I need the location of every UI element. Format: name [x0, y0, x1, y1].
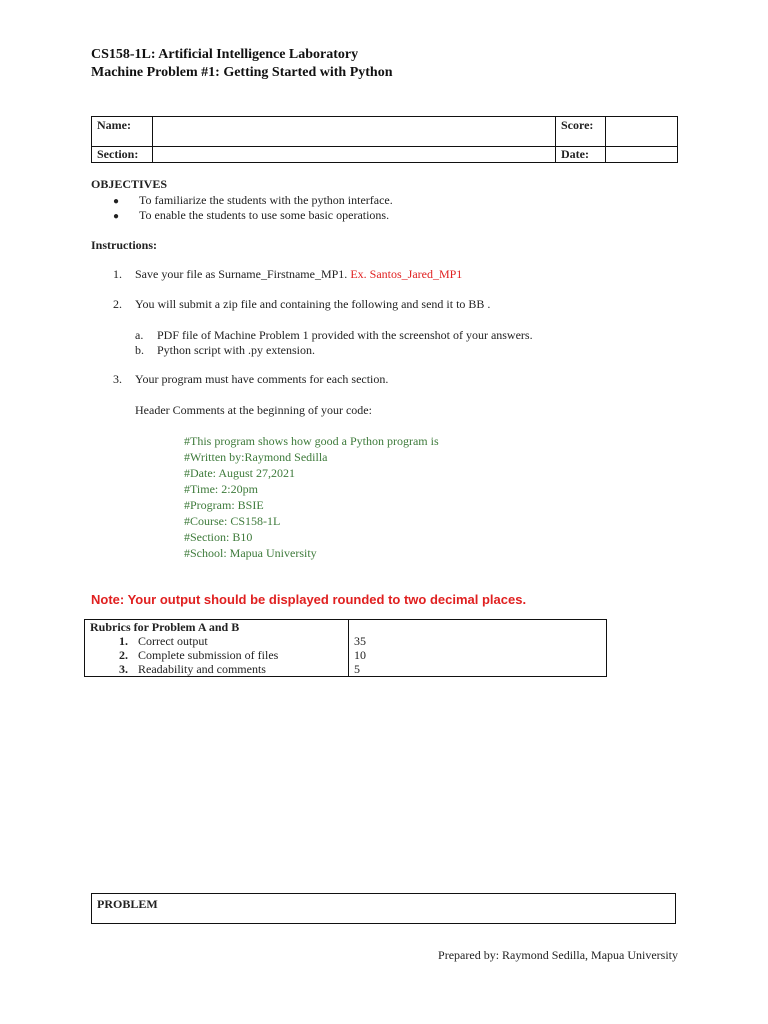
date-field[interactable]: [606, 147, 678, 163]
rubric-number: 1.: [119, 634, 128, 648]
problem-label: PROBLEM: [97, 897, 158, 911]
rubric-points: 35: [349, 634, 607, 648]
score-label: Score:: [556, 117, 606, 147]
filename-example: Ex. Santos_Jared_MP1: [350, 267, 463, 281]
step-number: 2.: [113, 297, 122, 311]
rubrics-table: [84, 619, 607, 677]
comment-line: #Course: CS158-1L: [184, 514, 281, 528]
header-comments-label: Header Comments at the beginning of your code:: [135, 403, 372, 417]
step-2: You will submit a zip file and containing the following and send it to BB .: [135, 297, 491, 311]
problem-title: Machine Problem #1: Getting Started with Python: [91, 65, 393, 80]
rubric-points: 10: [349, 648, 607, 662]
comment-line: #Date: August 27,2021: [184, 466, 295, 480]
comment-line: #Section: B10: [184, 530, 253, 544]
comment-line: #Program: BSIE: [184, 498, 264, 512]
rubric-number: 2.: [119, 648, 128, 662]
table-row: [85, 648, 607, 662]
rubric-number: 3.: [119, 662, 128, 676]
comment-line: #Time: 2:20pm: [184, 482, 258, 496]
instructions-heading: Instructions:: [91, 238, 158, 252]
section-field[interactable]: [153, 147, 556, 163]
sub-label: b.: [135, 343, 144, 357]
problem-box: [91, 893, 676, 924]
bullet-icon: ●: [113, 211, 120, 222]
objective-item: [113, 208, 389, 224]
sub-label: a.: [135, 328, 144, 342]
step-3: Your program must have comments for each section.: [135, 372, 389, 386]
step-1: [135, 267, 462, 282]
objectives-heading: OBJECTIVES: [91, 177, 168, 191]
sub-item-a: PDF file of Machine Problem 1 provided with the screenshot of your answers.: [157, 328, 533, 342]
rubrics-heading: Rubrics for Problem A and B: [85, 620, 349, 635]
name-label: Name:: [92, 117, 153, 147]
table-row: [85, 662, 607, 677]
comment-line: #This program shows how good a Python program is: [184, 434, 439, 448]
step-number: 3.: [113, 372, 122, 386]
table-row: [85, 634, 607, 648]
rubric-label: Complete submission of files: [138, 648, 279, 662]
comment-line: #Written by:Raymond Sedilla: [184, 450, 328, 464]
step-number: 1.: [113, 267, 122, 281]
rounding-note: Note: Your output should be displayed rounded to two decimal places.: [91, 592, 527, 607]
course-title: CS158-1L: Artificial Intelligence Laboratory: [91, 47, 359, 62]
step-text: Save your file as Surname_Firstname_MP1.: [135, 267, 348, 281]
comment-line: #School: Mapua University: [184, 546, 317, 560]
name-field[interactable]: [153, 117, 556, 147]
student-info-table: [91, 116, 678, 163]
rubric-label: Readability and comments: [138, 662, 266, 676]
objective-text: To familiarize the students with the python interface.: [139, 193, 393, 207]
date-label: Date:: [556, 147, 606, 163]
rubric-label: Correct output: [138, 634, 208, 648]
score-field[interactable]: [606, 117, 678, 147]
bullet-icon: ●: [113, 196, 120, 207]
prepared-by: Prepared by: Raymond Sedilla, Mapua University: [438, 948, 678, 962]
section-label: Section:: [92, 147, 153, 163]
rubric-points: 5: [349, 662, 607, 677]
objective-item: [113, 193, 393, 209]
objective-text: To enable the students to use some basic operations.: [139, 208, 390, 222]
sub-item-b: Python script with .py extension.: [157, 343, 315, 357]
